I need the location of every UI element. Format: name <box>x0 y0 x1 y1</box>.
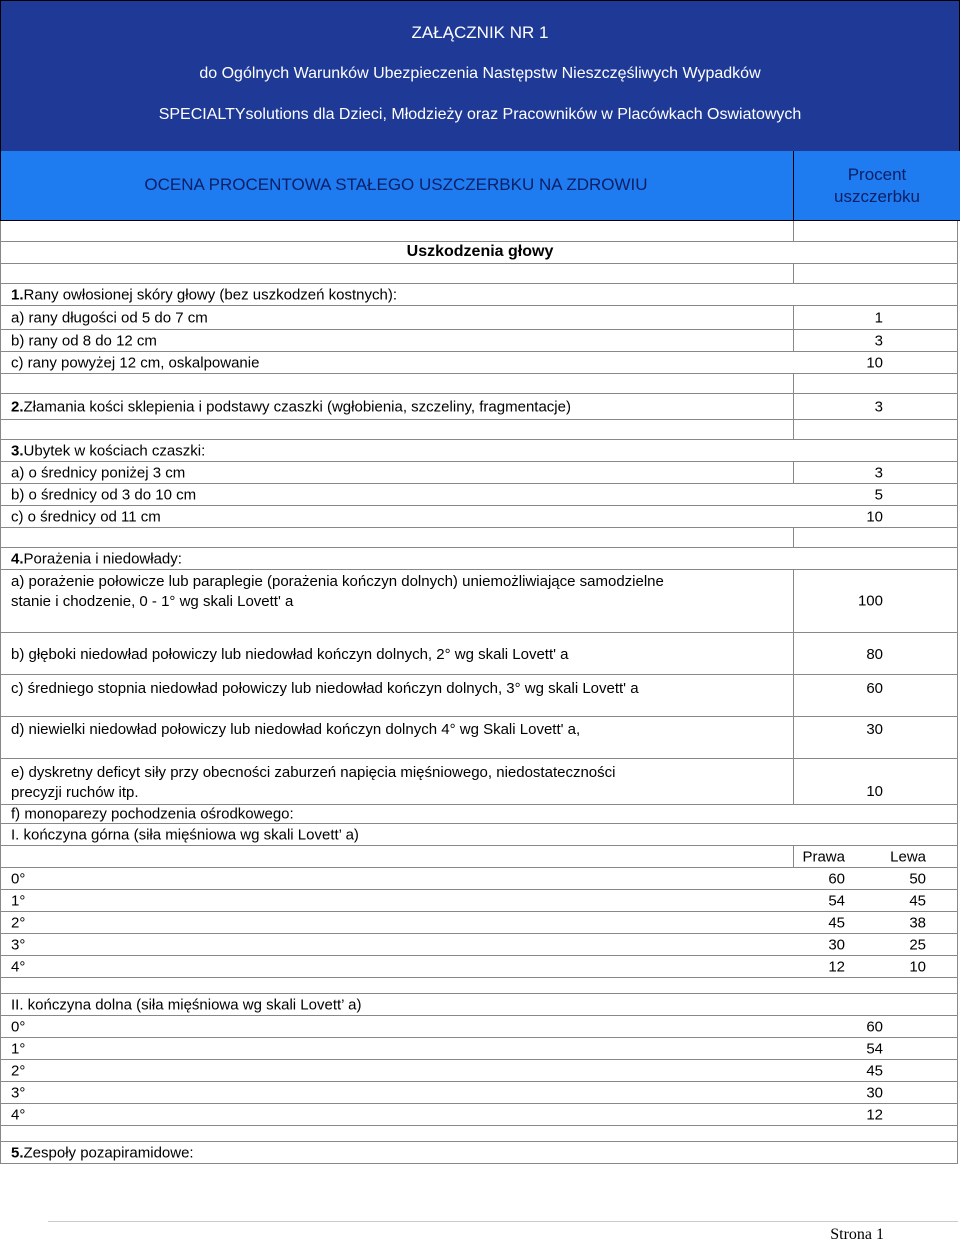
table-row <box>0 1060 958 1082</box>
list-item <box>0 284 958 306</box>
list-item <box>0 484 958 506</box>
right-value: 60 <box>828 870 845 887</box>
grade-label: 4° <box>11 1106 26 1123</box>
item-title: Porażenia i niedowłady: <box>23 550 182 567</box>
footer-divider <box>48 1221 958 1222</box>
item-label: d) niewielki niedowład połowiczy lub niedowład kończyn dolnych 4° wg Skali Lovett' a, <box>11 721 581 738</box>
spacer-row <box>0 221 958 242</box>
item-title: Rany owłosionej skóry głowy (bez uszkodzeń kostnych): <box>23 286 398 303</box>
grade-label: 0° <box>11 1018 26 1035</box>
document-header <box>0 0 960 152</box>
column-header: Lewa <box>890 848 926 865</box>
item-number: 4. <box>11 550 24 567</box>
percent-label: Procent <box>847 164 907 184</box>
item-label: b) o średnicy od 3 do 10 cm <box>11 486 197 503</box>
table-row <box>0 934 958 956</box>
list-item <box>0 994 958 1016</box>
right-value: 54 <box>828 892 845 909</box>
item-title: Złamania kości sklepienia i podstawy czaszki (wgłobienia, szczeliny, fragmentacje) <box>23 398 571 415</box>
grade-label: 2° <box>11 914 26 931</box>
item-label: a) porażenie połowicze lub paraplegie (porażenia kończyn dolnych) uniemożliwiające samodzielne <box>11 573 664 590</box>
item-title: Ubytek w kościach czaszki: <box>23 442 206 459</box>
grade-value: 30 <box>866 1084 883 1101</box>
grade-label: 1° <box>11 1040 26 1057</box>
item-label: b) rany od 8 do 12 cm <box>11 332 157 349</box>
item-number: 1. <box>11 286 24 303</box>
spacer-row <box>0 420 958 440</box>
grade-label: 4° <box>11 958 26 975</box>
table-row <box>0 956 958 978</box>
item-label: b) głęboki niedowład połowiczy lub niedowład kończyn dolnych, 2° wg skali Lovett' a <box>11 646 569 663</box>
list-item <box>0 506 958 528</box>
grade-label: 3° <box>11 936 26 953</box>
item-label: a) o średnicy poniżej 3 cm <box>11 464 186 481</box>
table-row <box>0 1082 958 1104</box>
item-value: 80 <box>866 646 883 663</box>
list-item <box>0 462 958 484</box>
grade-value: 60 <box>866 1018 883 1035</box>
item-label: c) o średnicy od 11 cm <box>11 508 161 525</box>
right-value: 12 <box>828 958 845 975</box>
annex-subtitle: do Ogólnych Warunków Ubezpieczenia Następstw Nieszczęśliwych Wypadków <box>199 65 761 82</box>
subsection-title: I. kończyna górna (siła mięśniowa wg skali Lovett’ a) <box>11 826 359 843</box>
grade-value: 54 <box>866 1040 883 1057</box>
spacer-row <box>0 374 958 394</box>
list-item <box>0 759 958 805</box>
grade-label: 0° <box>11 870 26 887</box>
list-item <box>0 633 958 675</box>
table-row <box>0 1038 958 1060</box>
spacer-row <box>0 978 958 994</box>
page-number: Strona 1 <box>830 1226 884 1243</box>
right-value: 30 <box>828 936 845 953</box>
list-item <box>0 330 958 352</box>
list-item <box>0 440 958 462</box>
left-value: 45 <box>909 892 926 909</box>
table-row <box>0 1104 958 1126</box>
spacer-row <box>0 264 958 284</box>
list-item <box>0 717 958 759</box>
item-title: Zespoły pozapiramidowe: <box>23 1144 194 1161</box>
item-label-2: precyzji ruchów itp. <box>11 784 139 801</box>
list-item <box>0 805 958 824</box>
table-row <box>0 1016 958 1038</box>
item-label: c) rany powyżej 12 cm, oskalpowanie <box>11 354 260 371</box>
item-value: 10 <box>866 508 883 525</box>
list-item <box>0 1142 958 1164</box>
item-value: 1 <box>874 309 883 326</box>
table-row <box>0 912 958 934</box>
item-label: e) dyskretny deficyt siły przy obecności zaburzeń napięcia mięśniowego, niedostateczności <box>11 764 616 781</box>
left-value: 25 <box>909 936 926 953</box>
item-label: a) rany długości od 5 do 7 cm <box>11 309 208 326</box>
list-item <box>0 675 958 717</box>
percent-column-header <box>793 151 960 220</box>
percent-label-2: uszczerbku <box>834 186 920 206</box>
left-value: 50 <box>909 870 926 887</box>
item-label-2: stanie i chodzenie, 0 - 1° wg skali Lovett' a <box>11 593 294 610</box>
item-value: 3 <box>874 398 883 415</box>
item-value: 5 <box>874 486 883 503</box>
list-item <box>0 548 958 570</box>
list-item <box>0 570 958 633</box>
grade-value: 12 <box>866 1106 883 1123</box>
item-label: c) średniego stopnia niedowład połowiczy lub niedowład kończyn dolnych, 3° wg skali Lovett' a <box>11 680 639 697</box>
spacer-row <box>0 1124 958 1142</box>
table-row <box>0 890 958 912</box>
list-item <box>0 824 958 846</box>
spacer-row <box>0 528 958 548</box>
section-row <box>0 242 958 264</box>
subsection-title: II. kończyna dolna (siła mięśniowa wg skali Lovett’ a) <box>11 996 362 1013</box>
item-value: 10 <box>866 783 883 800</box>
item-value: 3 <box>874 464 883 481</box>
table-row <box>0 868 958 890</box>
table-header <box>0 151 960 221</box>
section-title: Uszkodzenia głowy <box>406 243 554 260</box>
left-value: 10 <box>909 958 926 975</box>
item-value: 10 <box>866 354 883 371</box>
right-value: 45 <box>828 914 845 931</box>
grade-label: 2° <box>11 1062 26 1079</box>
item-value: 100 <box>857 592 883 610</box>
item-value: 3 <box>874 332 883 349</box>
item-value: 30 <box>866 721 883 738</box>
item-number: 5. <box>11 1144 24 1161</box>
grade-label: 3° <box>11 1084 26 1101</box>
column-header: Prawa <box>802 848 845 865</box>
item-number: 2. <box>11 398 24 415</box>
annex-scope: SPECIALTYsolutions dla Dzieci, Młodzieży oraz Pracowników w Placówkach Oswiatowych <box>158 106 802 123</box>
grade-label: 1° <box>11 892 26 909</box>
table-title: OCENA PROCENTOWA STAŁEGO USZCZERBKU NA ZDROWIU <box>144 175 648 194</box>
list-item <box>0 306 958 330</box>
left-value: 38 <box>909 914 926 931</box>
item-value: 60 <box>866 680 883 697</box>
list-item <box>0 394 958 420</box>
list-item <box>0 352 958 374</box>
grade-value: 45 <box>866 1062 883 1079</box>
item-label: f) monoparezy pochodzenia ośrodkowego: <box>11 805 294 823</box>
table-header-row <box>0 846 958 868</box>
annex-title: ZAŁĄCZNIK NR 1 <box>411 23 549 42</box>
item-number: 3. <box>11 442 24 459</box>
